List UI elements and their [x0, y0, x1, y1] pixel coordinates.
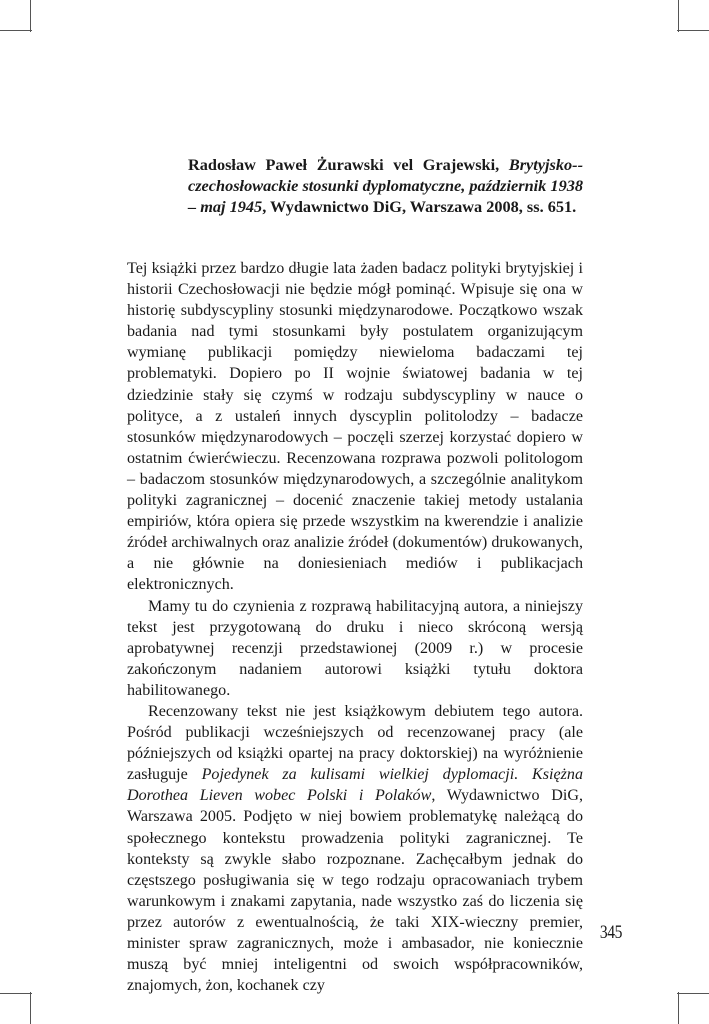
cited-book-title: Pojedynek za kulisami wielkiej dyplomacji. Księżna Dorothea Lieven wobec Polski i Polaków	[127, 766, 583, 805]
review-book-title: Brytyjsko--czechosłowackie stosunki dyplomatyczne, październik 1938 – maj 1945	[188, 155, 583, 216]
crop-mark	[0, 993, 32, 994]
crop-mark	[30, 0, 31, 32]
paragraph: Mamy tu do czynienia z rozprawą habilitacyjną autora, a niniejszy tekst jest przygotowaną do druku i nieco skróconą wersją aprobatywnej recenzji przedstawionej (2009 r.) w procesie zakończonym nadaniem autorowi książki tytułu doktora habilitowanego.	[127, 597, 583, 699]
crop-mark	[677, 30, 709, 31]
paragraph-text: Recenzowany tekst nie jest książkowym debiutem tego autora. Pośród publikacji wcześniejszych od recenzowanej pracy (ale późniejszych od książki opartej na pracy doktorskiej) na wyróżnienie zasługuje	[127, 702, 583, 784]
crop-mark	[30, 992, 31, 1024]
review-author: Radosław Paweł Żurawski vel Grajewski,	[188, 155, 500, 174]
crop-mark	[677, 993, 709, 994]
paragraph-text: , Wydawnictwo DiG, Warszawa 2005. Podjęto w niej bowiem problematykę należącą do społecznego kontekstu prowadzenia polityki zagranicznej. Te konteksty są zwykle słabo rozpoznane. Zachęcałbym jednak do częstszego posługiwania się w tego rodzaju opracowaniach trybem warunkowym i znakami zapytania, nade wszystko zaś do liczenia się przez autorów z ewentualnością, że taki XIX-wieczny premier, minister spraw zagranicznych, może i ambasador, nie koniecznie muszą być mniej inteligentni od swoich współpracowników, znajomych, żon, kochanek czy	[127, 787, 583, 995]
paragraph	[127, 701, 583, 996]
review-body	[127, 258, 583, 996]
review-header	[188, 154, 583, 217]
paragraph: Tej książki przez bardzo długie lata żaden badacz polityki brytyjskiej i historii Czechosłowacji nie będzie mógł pominąć. Wpisuje się ona w historię subdyscypliny stosunki międzynarodowe. Początkowo wszak badania nad tymi stosunkami były postulatem organizującym wymianę publikacji pomiędzy niewieloma badaczami tej problematyki. Dopiero po II wojnie światowej badania w tej dziedzinie stały się czymś w rodzaju subdyscypliny w nauce o polityce, a z ustaleń innych dyscyplin politolodzy – badacze stosunków międzynarodowych – poczęli szerzej korzystać dopiero w ostatnim ćwierćwieczu. Recenzowana rozprawa pozwoli politologom – badaczom stosunków międzynarodowych, a szczególnie analitykom polityki zagranicznej – docenić znaczenie takiej metody ustalania empiriów, która opiera się przede wszystkim na kwerendzie i analizie źródeł archiwalnych oraz analizie źródeł (dokumentów) drukowanych, a nie głównie na doniesieniach mediów i publikacjach elektronicznych.	[127, 260, 583, 594]
crop-mark	[678, 0, 679, 32]
crop-mark	[678, 992, 679, 1024]
crop-mark	[0, 30, 32, 31]
page-number: 345	[599, 922, 622, 943]
review-publication-info: , Wydawnictwo DiG, Warszawa 2008, ss. 651.	[262, 197, 577, 216]
